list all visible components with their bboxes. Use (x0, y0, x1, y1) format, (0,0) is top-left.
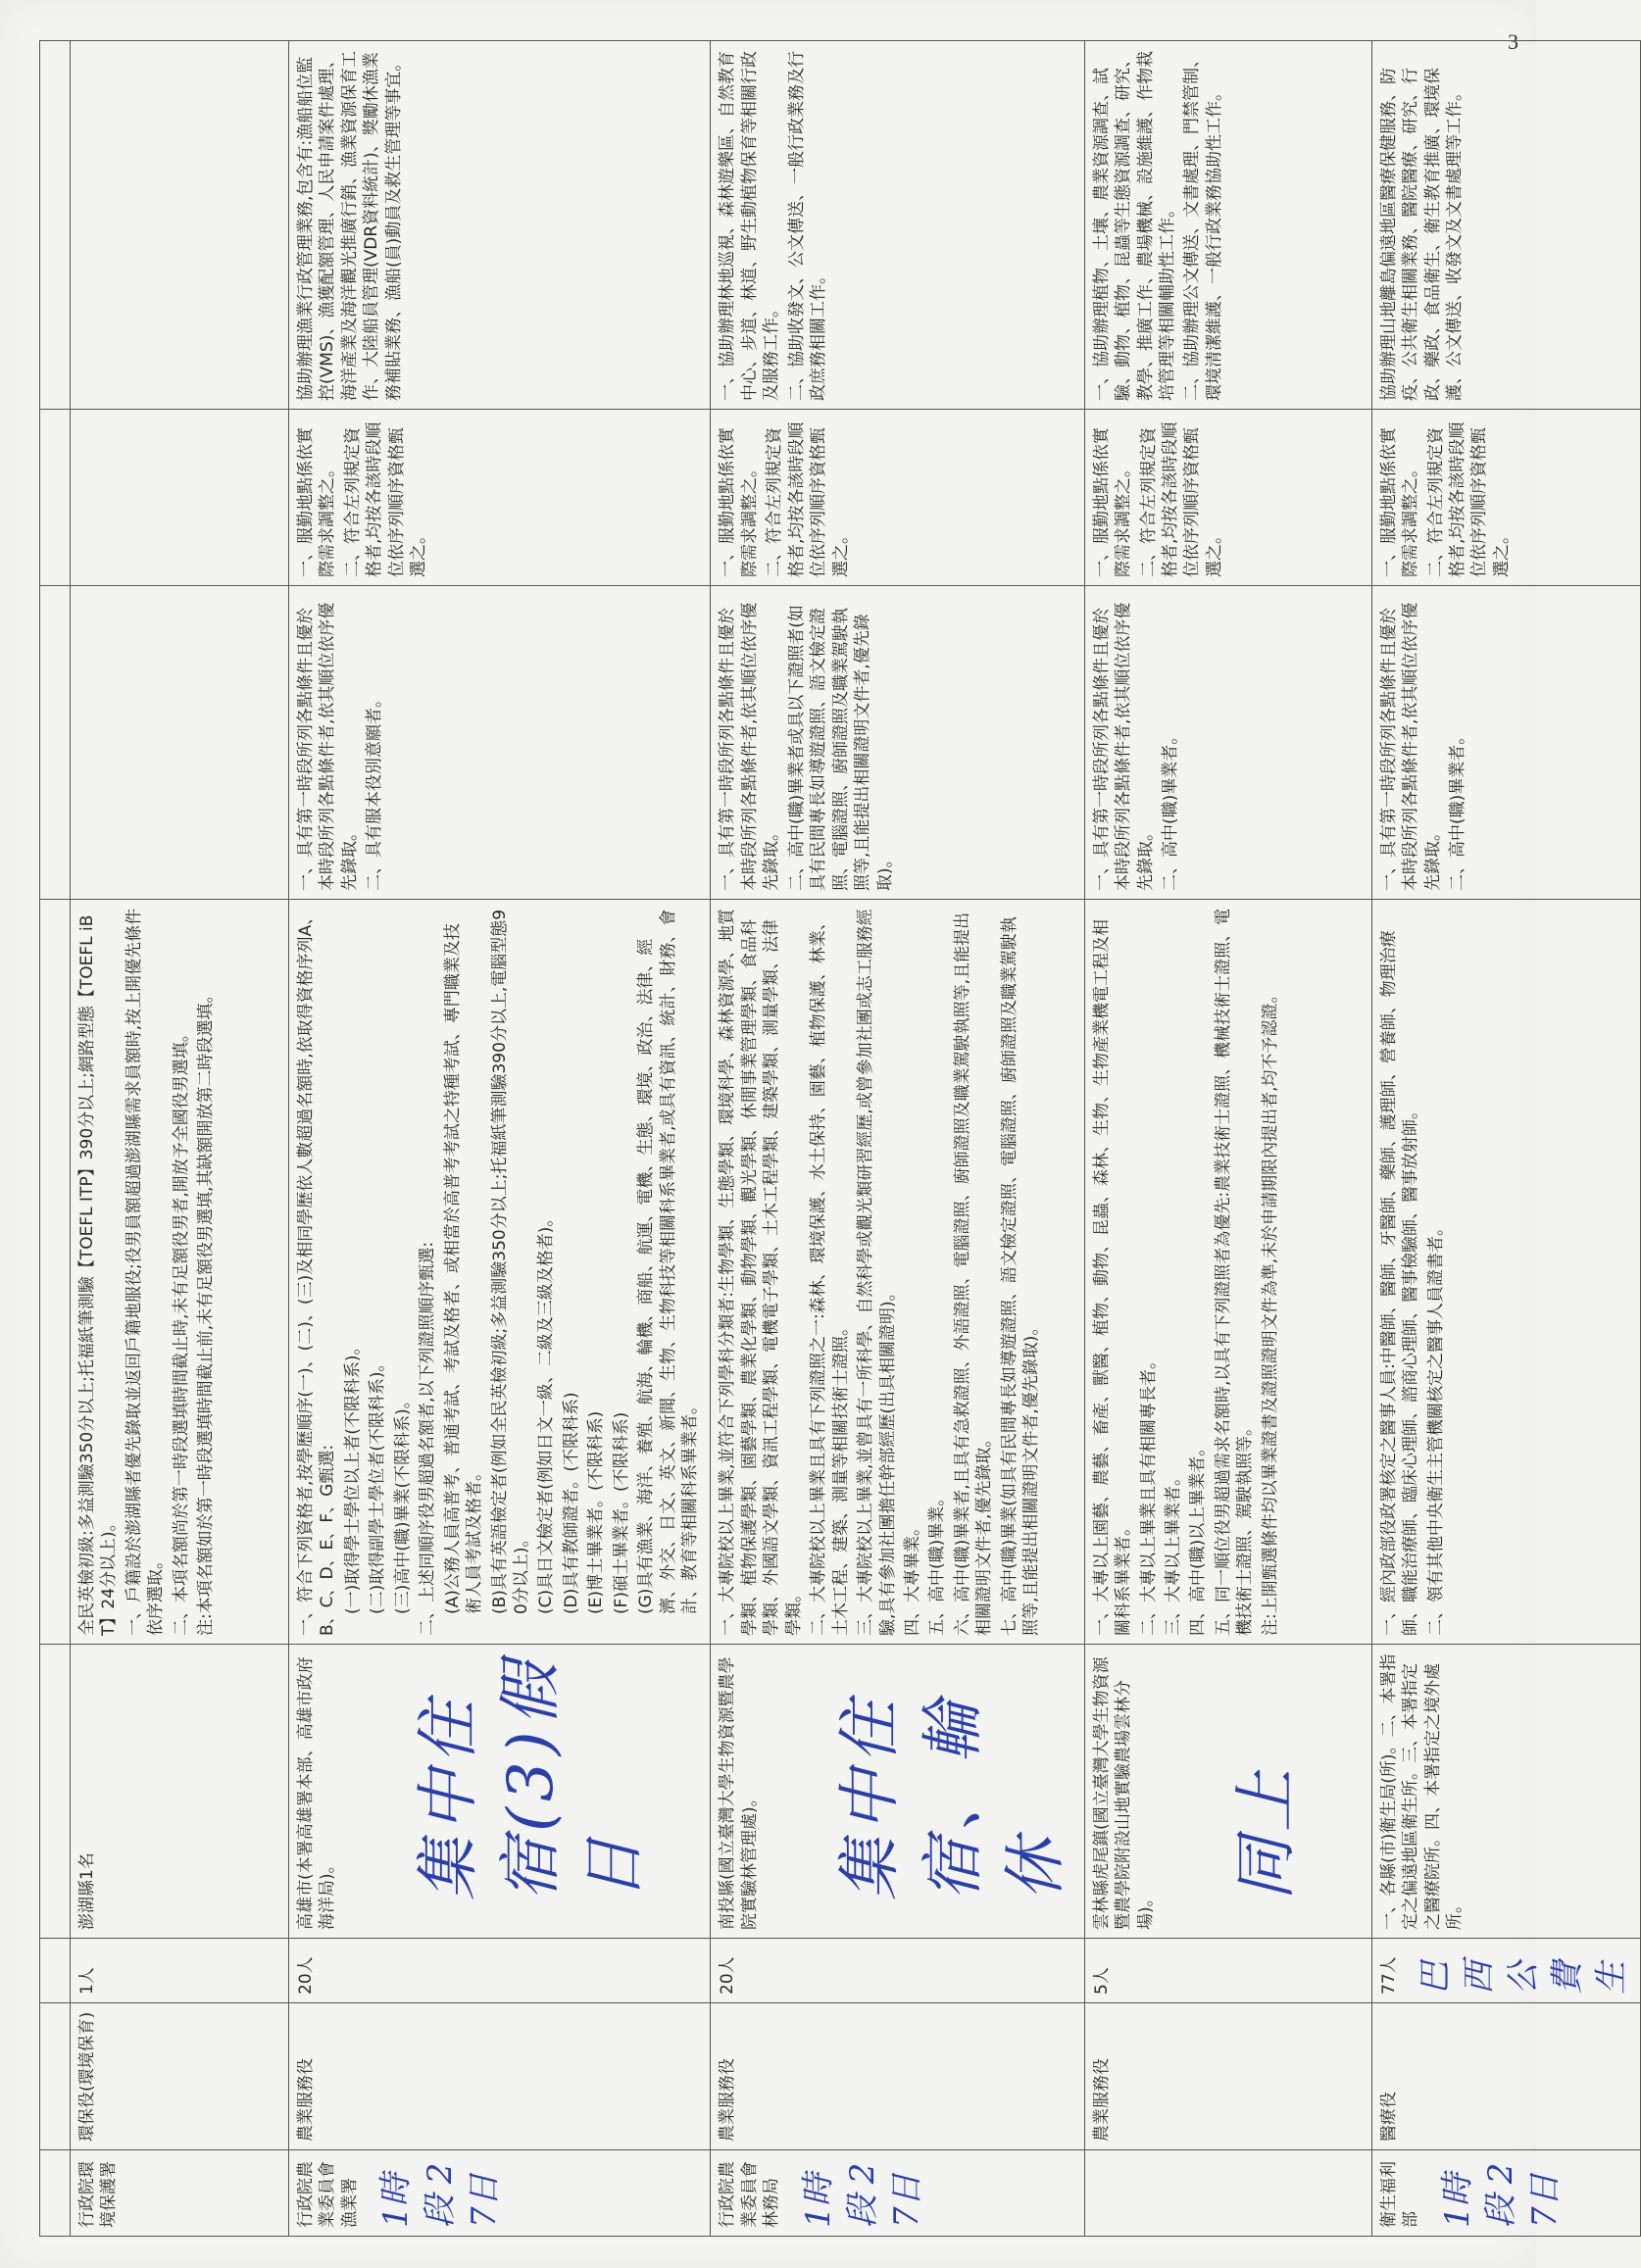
selection-order-cell-item: 二、符合左列規定資格者,均按各該時段順位依序列順序資格甄選之。 (1425, 421, 1512, 577)
qualifications-cell-item: 一、戶籍設於澎湖縣者優先錄取並返回戶籍地服役;役男員額超過澎湖縣需求員額時,按上開優先條件依序選取。 (124, 908, 167, 1636)
service-location-cell (71, 1645, 289, 1939)
qualifications-cell-item: 五、同一順位役男超過需求名額時,以具有下列證照者為優先:農業技術士證照、機械技術士證照、電機技術士證照、駕駛執照等。 (1213, 908, 1256, 1636)
headcount-cell (1084, 1939, 1371, 2003)
duties-cell-item: 協助辦理山地離島偏遠地區醫療保健服務、防疫、公共衛生相關業務、醫院醫療、研究、行政、藥政、食品衛生、衛生教育推廣、環境保護、公文傳送、收發文及文書處理等工作。 (1378, 68, 1466, 401)
qualifications-cell-item: (E)博士畢業者。(不限科系) (586, 1410, 607, 1614)
duties-cell (71, 41, 289, 410)
priority-cell (40, 586, 71, 900)
qualifications-cell-item: (三)高中(職)畢業(不限科系)。 (392, 1392, 413, 1614)
qualifications-cell-item: 二、大專院校以上畢業且具有下列證照之一:森林、環境保護、水土保持、園藝、植物保護、林業、土木工程、建築、測量等相關技術士證照。 (809, 913, 851, 1636)
selection-order-cell-item: 一、服勤地點係依實際需求調整之。 (1091, 427, 1134, 577)
service-category-cell (1371, 2003, 1640, 2150)
priority-cell-item: 一、具有第一時段所列各點條件且優於本時段所列各點條件者,依其順位依序優先錄取。 (718, 602, 782, 891)
handwritten-note-location: 集中住宿、輪休 (834, 1695, 1073, 1900)
qualifications-cell-list (1091, 908, 1282, 1636)
qualifications-cell-item: 三、大專以上畢業者。 (1164, 1469, 1184, 1636)
qualifications-cell-item: (A)公務人員高普考、普通考試、考試及格者、或相當於高普考考試之特種考試、專門職業及技術人員考試及格者。 (442, 923, 485, 1614)
priority-cell-list (1378, 594, 1469, 891)
qualifications-cell-item: (G)具有漁業、海洋、養殖、航海、輪機、商船、航運、電機、生態、環境、政治、法律、經濟、外交、日文、英文、新聞、生物、生物科技等相關科系畢業者,或具有資訊、統計、財務、會計、教育等相關科系畢業者。 (636, 909, 700, 1614)
table-row (71, 41, 289, 2237)
qualifications-cell-item: 二、上述同順序役男超過名額者,以下列證照順序甄選: (418, 1241, 438, 1636)
headcount-cell-text: 77人 (1378, 1956, 1399, 1995)
qualifications-cell-item: 五、高中(職)畢業。 (927, 1489, 948, 1636)
agency-cell (1371, 2150, 1640, 2237)
duties-cell-list (1378, 49, 1467, 401)
selection-order-cell-list (1091, 418, 1226, 577)
selection-order-cell-list (717, 418, 852, 577)
qualifications-cell-list (1378, 908, 1447, 1636)
service-location-cell-text: 一、各縣(市)衛生局(所)。二、本署指定之偏遠地區衛生所。三、本署指定之醫療院所。四、本署指定之境外處所。 (1378, 1653, 1466, 1930)
page-number: 3 (1508, 29, 1518, 54)
table-row (711, 41, 1084, 2237)
table-row (1084, 41, 1371, 2237)
table-row (1371, 41, 1640, 2237)
service-category-cell-text: 環保役(環境保育) (77, 2011, 97, 2142)
qualifications-cell (71, 900, 289, 1645)
duties-cell (1371, 41, 1640, 410)
qualifications-cell-list (76, 908, 218, 1636)
agency-cell (289, 2150, 711, 2237)
duties-cell (40, 41, 71, 410)
service-category-cell-text: 農業服務役 (718, 2058, 738, 2142)
priority-cell (1084, 586, 1371, 900)
selection-order-cell-item: 二、符合左列規定資格者,均按各該時段順位依序列順序資格甄選之。 (1138, 421, 1224, 577)
selection-order-cell (711, 410, 1084, 586)
agency-cell-text: 行政院環境保護署 (77, 2161, 120, 2228)
headcount-cell (1371, 1939, 1640, 2003)
service-category-cell-text: 農業服務役 (296, 2058, 316, 2142)
priority-cell-item: 二、高中(職)畢業者。 (1161, 727, 1181, 891)
priority-cell-item: 二、具有服本役別意願者。 (365, 691, 385, 891)
handwritten-note-count: 巴西 公費生 (1416, 1961, 1631, 1995)
service-category-cell-text: 農業服務役 (1091, 2058, 1112, 2142)
qualifications-cell-item: (B)具有英語檢定者(例如全民英檢初級;多益測驗350分以上;托福紙筆測驗390分以上,電腦型態90分以上)。 (489, 909, 531, 1614)
qualifications-cell (40, 900, 71, 1645)
qualifications-cell-item: 一、符合下列資格者,按學歷順序(一)、(二)、(三)及相同學歷依人數超過名額時,依取得資格序列A、B、C、D、E、F、G甄選: (296, 908, 338, 1636)
headcount-cell-text: 5人 (1091, 1967, 1112, 1995)
qualifications-cell-item: 七、高中(職)畢業(如具有民間專長如導遊證照、語文檢定證照、電腦證照、廚師證照及職業駕駛執照等,且能提出相關證明文件者,優先錄取)。 (999, 916, 1042, 1636)
service-location-cell (1084, 1645, 1371, 1939)
headcount-cell (71, 1939, 289, 2003)
selection-order-cell (1084, 410, 1371, 586)
priority-cell-item: 一、具有第一時段所列各點條件且優於本時段所列各點條件者,依其順位依序優先錄取。 (1091, 602, 1156, 891)
headcount-cell (289, 1939, 711, 2003)
qualifications-cell-item: (二)取得副學士學位者(不限科系)。 (368, 1355, 388, 1614)
duties-cell (1084, 41, 1371, 410)
selection-order-cell (40, 410, 71, 586)
duties-cell-list (717, 49, 829, 401)
selection-order-cell (71, 410, 289, 586)
duties-cell-item: 一、協助辦理植物、土壤、農業資源調查、試驗、動物、植物、昆蟲等生態資源調查、研究、教學、推廣工作、農場機械、設施維護、作物栽培管理等相關輔助性工作。 (1091, 51, 1178, 401)
headcount-cell-text: 1人 (77, 1967, 97, 1995)
duties-cell-item: 二、協助辦理公文傳送、文書處理、門禁管制、環境清潔維護、一般行政業務協助性工作。 (1182, 51, 1224, 401)
service-location-cell (289, 1645, 711, 1939)
service-category-cell (40, 2003, 71, 2150)
priority-cell (1371, 586, 1640, 900)
qualifications-cell-list (295, 908, 701, 1636)
duties-cell (289, 41, 711, 410)
qualifications-cell (1371, 900, 1640, 1645)
priority-cell (289, 586, 711, 900)
headcount-cell-text: 20人 (296, 1956, 316, 1995)
qualifications-cell-item: 四、高中(職)以上畢業者。 (1188, 1439, 1209, 1636)
qualifications-cell-item: 二、本項名額尚於第一時段選填時間截止時,未有足額役男者,開放予全國役男選填。 (171, 1025, 191, 1636)
duties-cell-item: 二、協助收發文、公文傳送、一般行政業務及行政庶務相關工作。 (786, 51, 829, 401)
selection-order-cell (289, 410, 711, 586)
service-category-cell (711, 2003, 1084, 2150)
service-category-cell (71, 2003, 289, 2150)
duties-cell-list (295, 49, 405, 401)
selection-order-cell (1371, 410, 1640, 586)
service-category-cell (1084, 2003, 1371, 2150)
headcount-cell (711, 1939, 1084, 2003)
agency-cell (711, 2150, 1084, 2237)
service-category-cell (289, 2003, 711, 2150)
qualifications-cell-item: (C)具日文檢定者(例如日文一級、二級及三級及格者)。 (536, 1209, 557, 1614)
service-location-cell (40, 1645, 71, 1939)
selection-order-cell-item: 二、符合左列規定資格者,均按各該時段順位依序列順序資格甄選之。 (342, 421, 429, 577)
priority-cell-list (717, 594, 896, 891)
duties-cell-item: 一、協助辦理林地巡視、森林遊樂區、自然教育中心、步道、林道、野生動植物保育等相關行政及服務工作。 (718, 51, 782, 401)
priority-cell-list (295, 594, 386, 891)
table-row (40, 41, 71, 2237)
qualifications-cell-item: 四、大專畢業。 (902, 1519, 922, 1636)
table-body (40, 41, 1641, 2237)
headcount-cell (40, 1939, 71, 2003)
qualifications-cell-item: 一、大專院校以上畢業,並符合下列學科分類者:生物學類、生態學類、環境科學、森林資源學、地質學類、植物保護學類、園藝學類、農業化學類、動物學類、觀光學類、休閒事業管理學類、食品科學類、外國語文學類、資訊工程學類、電機電子學類、土木工程學類、建築學類、測量學類、法律學類。 (718, 908, 804, 1636)
qualifications-cell-item: 一、經內政部役政署核定之醫事人員:中醫師、醫師、牙醫師、藥師、護理師、營養師、物理治療師、職能治療師、臨床心理師、諮商心理師、醫事檢驗師、醫事放射師。 (1378, 930, 1421, 1636)
qualifications-cell-item: 二、大專以上畢業且具有相關專長者。 (1138, 1353, 1159, 1636)
priority-cell-item: 二、高中(職)畢業者或具以下證照者(如具有民間專長如導遊證照、語文檢定證照、電腦證照、廚師證照及職業駕駛執照等,且能提出相關證明文件者,優先錄取)。 (786, 605, 895, 891)
service-category-cell-text: 醫療役 (1378, 2092, 1399, 2142)
recruitment-table (39, 40, 1641, 2237)
qualifications-cell-item: 二、領有其他中央衛生主管機關核定之醫事人員證書者。 (1425, 1219, 1446, 1636)
agency-cell-text: 衛生福利部 (1378, 2161, 1421, 2228)
qualifications-cell-item: 六、高中(職)畢業者,且具有急救證照、外語證照、電腦證照、廚師證照及職業駕駛執照等,且能提出相關證明文件者,優先錄取。 (952, 912, 995, 1636)
selection-order-cell-list (1378, 418, 1514, 577)
handwritten-note-agency: 1時段 27日 (798, 2162, 926, 2228)
handwritten-note-agency: 1時段 27日 (376, 2162, 505, 2228)
qualifications-cell (289, 900, 711, 1645)
service-location-cell-text: 澎湖縣1名 (77, 1852, 97, 1930)
agency-cell-text: 行政院農業委員會林務局 (718, 2161, 782, 2228)
selection-order-cell-list (295, 418, 430, 577)
priority-cell (71, 586, 289, 900)
service-location-cell-text: 高雄市(本署高雄署本部、高雄市政府海洋局)。 (296, 1656, 338, 1930)
qualifications-cell-item: 注:本項名額如於第一時段選填時間截止前,未有足額役男選填,其缺額開放第二時段選填。 (196, 986, 217, 1636)
selection-order-cell-item: 一、服勤地點係依實際需求調整之。 (296, 427, 338, 577)
service-location-cell-text: 雲林縣虎尾鎮(國立臺灣大學生物資源暨農學院附設山地實驗農場雲林分場)。 (1091, 1656, 1156, 1930)
qualifications-cell-item: 注:上開甄選條件均以畢業證書及證照證明文件為準,未於申請期限內提出者,均不予認證。 (1260, 986, 1280, 1636)
duties-cell (711, 41, 1084, 410)
qualifications-cell-item: 一、大專以上園藝、農藝、畜產、獸醫、植物、動物、昆蟲、森林、生物、生物產業機電工程及相關科系畢業者。 (1091, 919, 1134, 1636)
agency-cell (40, 2150, 71, 2237)
qualifications-cell-item: 全民英檢初級:多益測驗350分以上;托福紙筆測驗【TOEFL ITP】390分以上;網路型態【TOEFL iBT】24分以上)。 (77, 914, 120, 1636)
qualifications-cell-item: 三、大專院校以上畢業,並曾具有一所科學、自然科學或觀光類研習經歷,或曾參加社團或志工服務經驗,具有參加社團擔任幹部經歷(出具相關證明)。 (856, 909, 898, 1636)
selection-order-cell-item: 一、服勤地點係依實際需求調整之。 (718, 427, 760, 577)
service-location-cell (711, 1645, 1084, 1939)
table-row (289, 41, 711, 2237)
priority-cell-item: 二、高中(職)畢業者。 (1448, 727, 1468, 891)
priority-cell-item: 一、具有第一時段所列各點條件且優於本時段所列各點條件者,依其順位依序優先錄取。 (1378, 602, 1443, 891)
handwritten-note-location: 集中住宿(3)假日 (412, 1656, 651, 1900)
duties-cell-list (1091, 49, 1226, 401)
agency-cell-text: 行政院農業委員會漁業署 (296, 2161, 360, 2228)
qualifications-cell (1084, 900, 1371, 1645)
qualifications-cell-item: (一)取得學士學位以上者(不限科系)。 (342, 1338, 363, 1614)
priority-cell-list (1091, 594, 1182, 891)
qualifications-cell (711, 900, 1084, 1645)
duties-cell-item: 協助辦理漁業行政管理業務,包含有:漁船船位監控(VMS)、漁獲配額管理、人民申請案件處理、海洋產業及海洋觀光推廣行銷、漁業資源保育工作、大陸船員管理(VDR資料統計)、獎勵休漁業務補貼業務、漁船(員)動員及救生管理等事宜。 (296, 51, 404, 401)
service-location-cell-text: 南投縣(國立臺灣大學生物資源暨農學院實驗林管理處)。 (718, 1656, 760, 1930)
headcount-cell-text: 20人 (718, 1956, 738, 1995)
qualifications-cell-item: (D)具有教師證者。(不限科系) (561, 1392, 581, 1614)
service-location-cell (1371, 1645, 1640, 1939)
qualifications-cell-item: (F)碩士畢業者。(不限科系) (611, 1411, 631, 1614)
priority-cell-item: 一、具有第一時段所列各點條件且優於本時段所列各點條件者,依其順位依序優先錄取。 (296, 602, 360, 891)
handwritten-note-agency: 1時段 27日 (1437, 2162, 1566, 2228)
agency-cell (71, 2150, 289, 2237)
qualifications-cell-list (717, 908, 1042, 1636)
handwritten-note-location: 同上 (1230, 1763, 1304, 1900)
priority-cell (711, 586, 1084, 900)
agency-cell (1084, 2150, 1371, 2237)
selection-order-cell-item: 一、服勤地點係依實際需求調整之。 (1378, 427, 1421, 577)
selection-order-cell-item: 二、符合左列規定資格者,均按各該時段順位依序列順序資格甄選之。 (765, 421, 851, 577)
